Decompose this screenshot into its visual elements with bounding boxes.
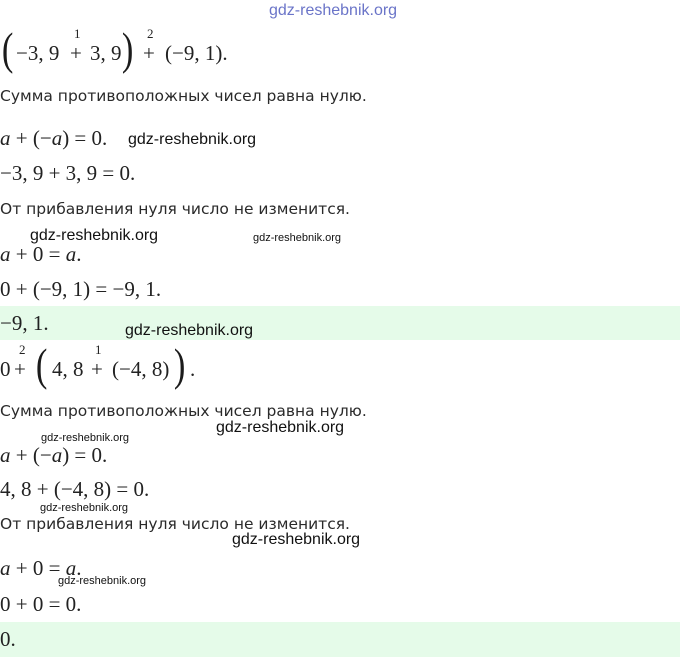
calc-line-1: −3, 9 + 3, 9 = 0. (0, 161, 136, 185)
answer-highlight-1 (0, 306, 680, 340)
var-a: a (65, 556, 77, 580)
close-paren: ) (173, 339, 186, 390)
expression-2 (0, 340, 300, 396)
operand-c: (−9, 1). (165, 41, 228, 65)
calc-line-3: 4, 8 + (−4, 8) = 0. (0, 477, 150, 501)
order-1: 1 (95, 342, 102, 357)
calc-line-2: 0 + (−9, 1) = −9, 1. (0, 277, 162, 301)
watermark: gdz-reshebnik.org (125, 322, 254, 339)
watermark: gdz-reshebnik.org (30, 227, 159, 244)
rule-mid: + (− (10, 443, 52, 467)
rule-end: . (76, 556, 82, 580)
rule-right: ) = 0. (62, 443, 108, 467)
watermark: gdz-reshebnik.org (58, 575, 147, 587)
var-a: a (51, 443, 63, 467)
rule-text-opposite-1: Сумма противоположных чисел равна нулю. (0, 87, 367, 105)
plus-sign-2: + (143, 41, 155, 65)
var-a: a (51, 126, 63, 150)
rule-opposite-2 (0, 443, 107, 468)
operand-a: −3, 9 (16, 41, 60, 65)
watermark: gdz-reshebnik.org (128, 131, 257, 148)
var-a: a (0, 443, 11, 467)
order-2: 2 (19, 342, 26, 357)
watermark: gdz-reshebnik.org (232, 531, 361, 548)
order-2: 2 (147, 26, 154, 41)
var-a: a (65, 242, 77, 266)
watermark: gdz-reshebnik.org (41, 432, 130, 444)
calc-line-4: 0 + 0 = 0. (0, 592, 82, 616)
plus-sign: + (91, 357, 103, 381)
var-a: a (0, 556, 11, 580)
watermark: gdz-reshebnik.org (253, 232, 342, 244)
plus-sign-2: + (14, 357, 26, 381)
rule-zero-1 (0, 242, 81, 267)
rule-text-zero-1: От прибавления нуля число не изменится. (0, 200, 350, 218)
rule-text-zero-2: От прибавления нуля число не изменится. (0, 515, 350, 533)
answer-1: −9, 1. (0, 311, 49, 335)
watermark: gdz-reshebnik.org (216, 419, 345, 436)
rule-right: ) = 0. (62, 126, 108, 150)
rule-text-opposite-2: Сумма противоположных чисел равна нулю. (0, 402, 367, 420)
rule-mid: + (− (10, 126, 52, 150)
close-paren: ) (121, 23, 134, 74)
var-a: a (0, 242, 11, 266)
plus-sign: + (70, 41, 82, 65)
watermark-top: gdz-reshebnik.org (269, 2, 398, 19)
period: . (190, 357, 196, 381)
rule-opposite-1 (0, 126, 107, 151)
var-a: a (0, 126, 11, 150)
open-paren: ( (1, 23, 14, 74)
operand-b: 4, 8 (52, 357, 84, 381)
rule-mid: + 0 = (10, 556, 66, 580)
answer-2: 0. (0, 627, 16, 651)
operand-b: 3, 9 (90, 41, 122, 65)
expression-1 (0, 24, 300, 80)
rule-mid: + 0 = (10, 242, 66, 266)
open-paren: ( (35, 339, 48, 390)
operand-a: 0 (0, 357, 11, 381)
operand-c: (−4, 8) (112, 357, 170, 381)
order-1: 1 (74, 26, 81, 41)
answer-highlight-2 (0, 622, 680, 657)
watermark: gdz-reshebnik.org (40, 502, 129, 514)
rule-end: . (76, 242, 82, 266)
